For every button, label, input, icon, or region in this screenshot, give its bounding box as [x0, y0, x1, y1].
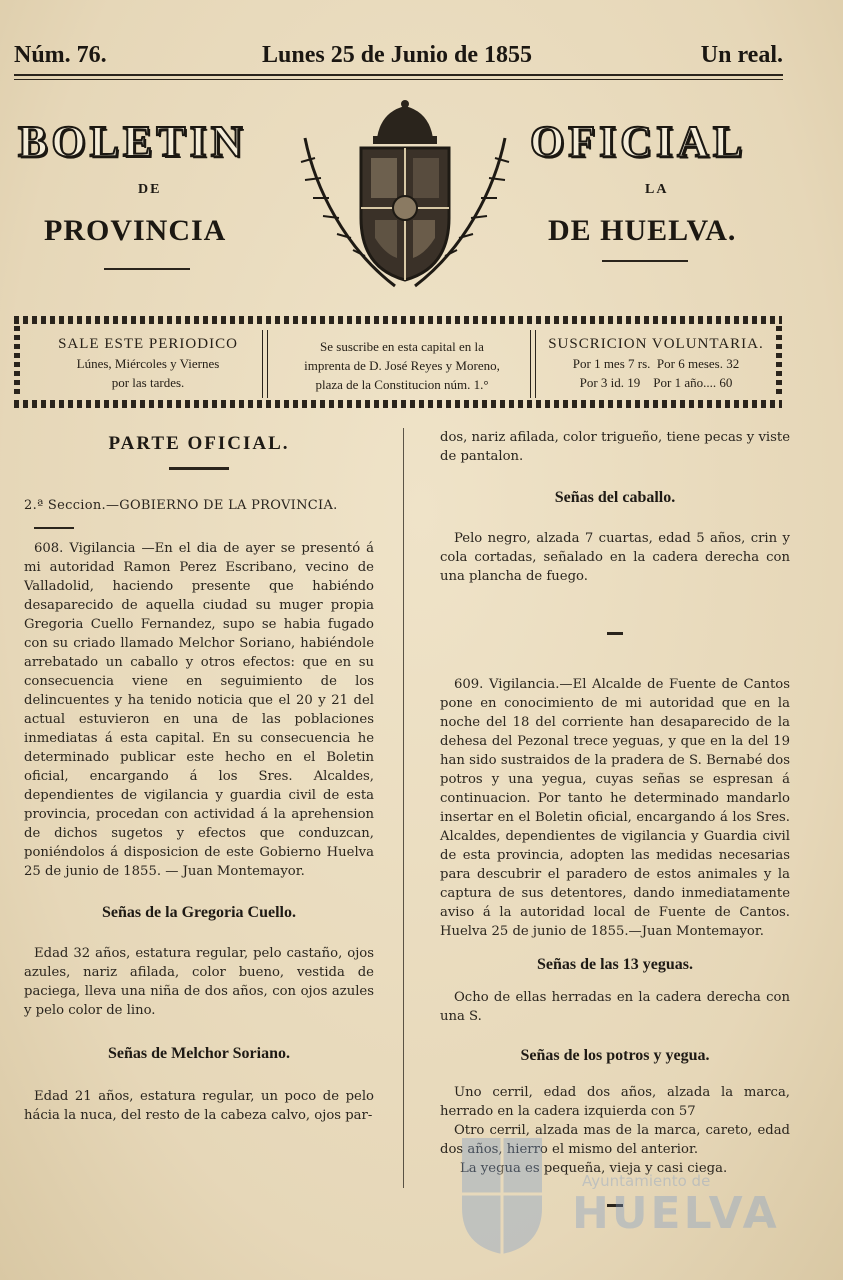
right-column	[440, 428, 790, 1207]
subscription-box	[14, 316, 782, 408]
column-divider	[403, 428, 404, 1188]
heading-rule	[169, 467, 229, 470]
issue-date: Lunes 25 de Junio de 1855	[262, 42, 533, 68]
yegua-text: La yegua es pequeña, vieja y casi ciega.	[460, 1161, 728, 1176]
senas-yeguas-heading: Señas de las 13 yeguas.	[536, 956, 694, 973]
title-provincia: PROVINCIA	[44, 214, 227, 247]
ornament-bottom	[14, 400, 782, 408]
title-de: DE	[138, 182, 162, 197]
watermark-big-text: HUELVA	[572, 1188, 780, 1239]
masthead-topline	[14, 42, 783, 78]
senas-potros-heading: Señas de los potros y yegua.	[520, 1047, 710, 1064]
melchor-continued: dos, nariz afilada, color trigueño, tiene pecas y viste de pantalon.	[440, 430, 790, 464]
senas-caballo-text: Pelo negro, alzada 7 cuartas, edad 5 años, crin y cola cortadas, señalado en la cadera derecha con una plancha de fuego.	[440, 531, 790, 584]
separator-dash	[607, 632, 623, 635]
watermark-small-text: Ayuntamiento de	[582, 1172, 711, 1190]
sub-divider-1	[262, 330, 268, 398]
ornament-right	[776, 326, 782, 398]
suscribe-info: Se suscribe en esta capital en la imprenta de D. José Reyes y Moreno, plaza de la Constitucion núm. 1.°	[304, 339, 500, 392]
senas-melchor-heading: Señas de Melchor Soriano.	[108, 1045, 290, 1062]
watermark-shield-icon	[452, 1128, 552, 1256]
potro-uno-text: Uno cerril, edad dos años, alzada la marca, herrado en la cadera izquierda con 57	[440, 1085, 790, 1119]
senas-caballo-heading: Señas del caballo.	[554, 489, 676, 506]
potro-otro-text: Otro cerril, alzada mas de la marca, careto, edad dos años, hierro el mismo del anterior.	[440, 1123, 790, 1157]
title-de-huelva: DE HUELVA.	[548, 214, 737, 247]
title-boletin: BOLETIN	[18, 117, 247, 166]
sub-divider-2	[530, 330, 536, 398]
article-609: 609. Vigilancia.—El Alcalde de Fuente de Cantos pone en conocimiento de mi autoridad que en la noche del 18 del corriente han desaparecido de la dehesa del Pezonal trece yeguas, y que en la del 19 han sido sustraidos de la pradera de S. Bernabé dos potros y una yegua, cuyas señas se espresan á continuacion. Por tanto he determinado mandarlo insertar en el Boletin oficial, encargando á los Sres. Alcaldes, dependientes de vigilancia y Guardia civil de esta provincia, adopten las medidas necesarias para descubrir el paradero de estos animales y la captura de sus detentores, dando inmediatamente aviso á la autoridad local de Fuente de Cantos. Huelva 25 de junio de 1855.—Juan Montemayor.	[440, 677, 790, 939]
senas-yeguas-text: Ocho de ellas herradas en la cadera derecha con una S.	[440, 990, 790, 1024]
flourish-right	[602, 260, 688, 262]
price-info: SUSCRICION VOLUNTARIA. Por 1 mes 7 rs. Por 6 meses. 32 Por 3 id. 19 Por 1 año.... 60	[548, 336, 764, 390]
issue-number: Núm. 76.	[14, 42, 107, 68]
senas-gregoria-heading: Señas de la Gregoria Cuello.	[102, 904, 296, 921]
senas-melchor-text: Edad 21 años, estatura regular, un poco de pelo hácia la nuca, del resto de la cabeza calvo, ojos par-	[24, 1089, 374, 1123]
article-608: 608. Vigilancia —En el dia de ayer se presentó á mi autoridad Ramon Perez Escribano, vecino de Valladolid, haciendo presente que habiéndo desaparecido de aquella ciudad su muger propia Gregoria Cuello Fernandez, supo se habia fugado con su criado llamado Melchor Soriano, habiéndole arrebatado un caballo y otros efectos: que en su consecuencia viene en seguimiento de los delincuentes y ha tenido noticia que el 20 y 21 del actual estuvieron en una de las poblaciones inmediatas á esta capital. En su consecuencia he determinado publicar este hecho en el Boletin oficial, encargando á los Sres. Alcaldes, dependientes de vigilancia y guardia civil de esta provincia, procedan con actividad á la aprehension de dichos sugetos y efectos que conduzcan, poniéndolos á disposicion de este Gobierno Huelva 25 de junio de 1855. — Juan Montemayor.	[24, 541, 374, 879]
top-rule	[14, 74, 783, 76]
seccion-rule	[34, 527, 74, 529]
seccion-heading: 2.ª Seccion.—GOBIERNO DE LA PROVINCIA.	[24, 498, 338, 513]
senas-gregoria-text: Edad 32 años, estatura regular, pelo castaño, ojos azules, nariz afilada, color bueno, vestida de paciega, lleva una niña de dos años, con ojos azules y pelo color de lino.	[24, 946, 374, 1018]
coat-of-arms-icon	[285, 98, 525, 294]
issue-price: Un real.	[700, 42, 783, 68]
ornament-left	[14, 326, 20, 398]
parte-oficial-heading: PARTE OFICIAL.	[108, 433, 290, 454]
sale-info: SALE ESTE PERIODICO Lúnes, Miércoles y Viernes por las tardes.	[58, 336, 238, 390]
archive-watermark	[432, 1128, 812, 1258]
left-column	[24, 434, 374, 1125]
ornament-top	[14, 316, 782, 324]
top-rule-thin	[14, 79, 783, 80]
flourish-left	[104, 268, 190, 270]
title-oficial: OFICIAL	[530, 117, 747, 166]
title-la: LA	[645, 182, 669, 197]
